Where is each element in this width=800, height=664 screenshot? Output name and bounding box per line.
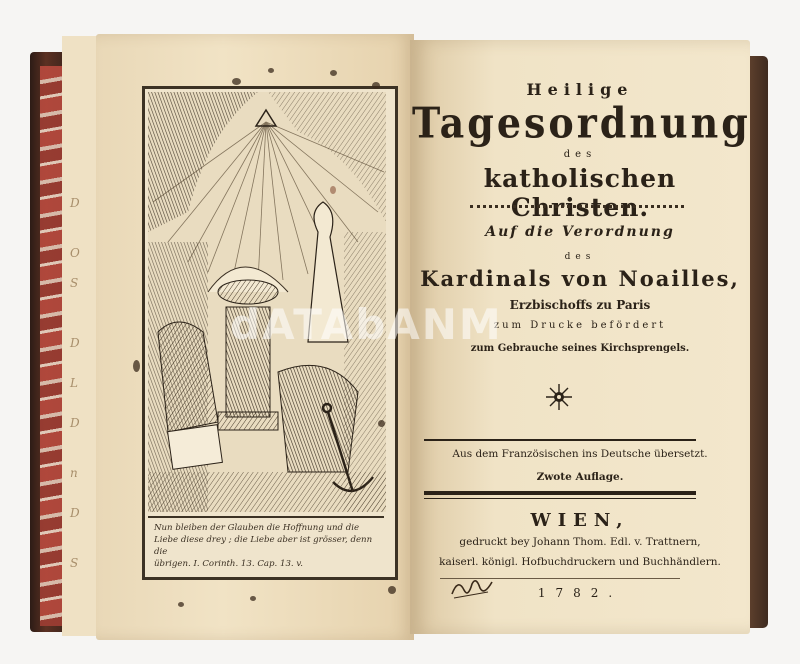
ink-spot xyxy=(372,82,380,89)
watermark: dATAbANM xyxy=(230,300,503,349)
caption-line-3: übrigen. I. Corinth. 13. Cap. 13. v. xyxy=(154,559,303,569)
ink-spot xyxy=(268,68,274,73)
title-erzbischof: Erzbischoffs zu Paris xyxy=(509,298,651,312)
flyleaf-with-handwriting: D O S D L D n D S xyxy=(62,36,113,636)
ink-spot xyxy=(330,186,336,194)
title-zum-drucke: zum Drucke befördert xyxy=(493,320,667,331)
rule-thin xyxy=(424,498,696,499)
title-des: des xyxy=(563,149,597,160)
dotted-divider xyxy=(470,205,684,208)
title-auf-die-verordnung: Auf die Verordnung xyxy=(485,224,675,240)
ink-spot xyxy=(388,586,396,594)
caption-line-2: Liebe diese drey ; die Liebe aber ist grösser, denn die xyxy=(154,535,373,557)
ink-spot xyxy=(133,360,140,372)
ink-spot xyxy=(330,70,337,76)
title-printer: gedruckt bey Johann Thom. Edl. v. Trattnern, xyxy=(459,536,701,548)
title-heilige: Heilige xyxy=(526,80,634,99)
rule-top xyxy=(424,439,696,441)
ink-spot xyxy=(250,596,256,601)
title-zum-gebrauche: zum Gebrauche seines Kirchsprengels. xyxy=(470,343,690,354)
rule-thick xyxy=(424,491,696,495)
title-edition: Zwote Auflage. xyxy=(536,471,624,483)
title-main: Tagesordnung xyxy=(412,97,751,148)
title-printer-2: kaiserl. königl. Hofbuchdruckern und Buchhändlern. xyxy=(439,556,721,568)
title-city: WIEN, xyxy=(530,510,630,531)
ink-spot xyxy=(378,420,385,427)
marbled-endpaper xyxy=(40,66,64,626)
title-subject: katholischen Christen. xyxy=(483,164,677,222)
printers-ornament xyxy=(544,382,574,412)
engraving-caption xyxy=(148,516,384,568)
ink-spot xyxy=(232,78,241,85)
caption-line-1: Nun bleiben der Glauben die Hoffnung und die xyxy=(154,523,360,533)
ink-spot xyxy=(178,602,184,607)
handwritten-signature xyxy=(448,572,496,602)
title-des-2: des xyxy=(564,252,596,262)
title-translation: Aus dem Französischen ins Deutsche übersetzt. xyxy=(452,448,708,460)
title-year: 1782. xyxy=(537,586,623,600)
title-kardinal: Kardinals von Noailles, xyxy=(420,266,740,291)
